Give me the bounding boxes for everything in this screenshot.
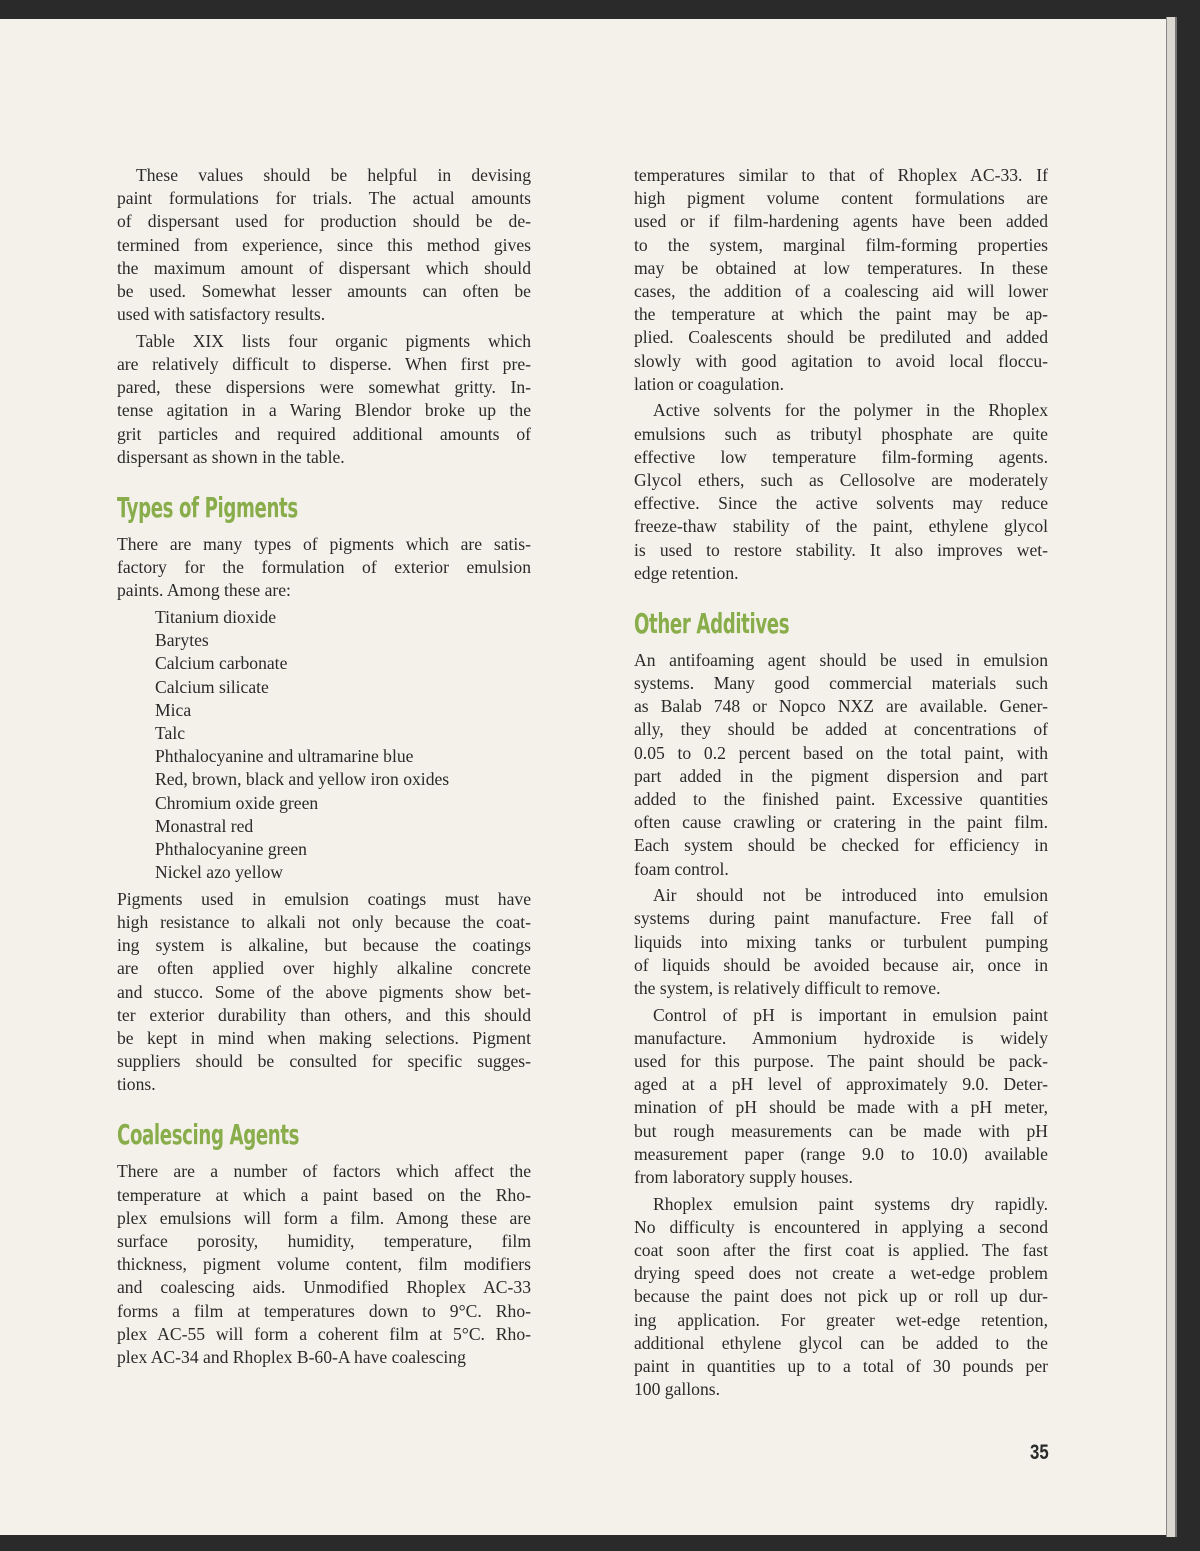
text-line: Active solvents for the polymer in the Rhoplex <box>653 400 1048 421</box>
text-line: ter exterior durability than others, and this should <box>117 1004 531 1025</box>
text-line: to the system, marginal film-forming properties <box>634 234 1048 255</box>
text-line: 0.05 to 0.2 percent based on the total paint, with <box>634 742 1048 763</box>
text-line: ing application. For greater wet-edge retention, <box>634 1309 1048 1330</box>
text-line: edge retention. <box>634 562 739 583</box>
text-line: forms a film at temperatures down to 9°C. Rho- <box>117 1300 531 1321</box>
text-line: because the paint does not pick up or roll up dur- <box>634 1286 1048 1307</box>
text-line: ally, they should be added at concentrations of <box>634 719 1048 740</box>
text-line: ing system is alkaline, but because the coatings <box>117 935 531 956</box>
list-item: Barytes <box>155 630 209 651</box>
paragraph <box>634 1193 1048 1402</box>
text-line: effective low temperature film-forming agents. <box>634 446 1048 467</box>
list-item: Titanium dioxide <box>155 607 277 627</box>
list-item: Monastral red <box>155 815 254 836</box>
text-line: as Balab 748 or Nopco NXZ are available. Gener- <box>634 696 1048 717</box>
text-line: used with satisfactory results. <box>117 304 326 325</box>
paragraph <box>634 399 1048 585</box>
paragraph <box>634 164 1048 396</box>
list-item: Chromium oxide green <box>155 792 319 813</box>
text-line: manufacture. Ammonium hydroxide is widely <box>634 1027 1048 1048</box>
text-line: freeze-thaw stability of the paint, ethylene glycol <box>634 516 1048 537</box>
text-line: be kept in mind when making selections. Pigment <box>117 1027 531 1048</box>
list-item: Phthalocyanine and ultramarine blue <box>155 746 414 767</box>
text-line: These values should be helpful in devising <box>136 165 531 185</box>
text-line: plex AC-34 and Rhoplex B-60-A have coalescing <box>117 1346 466 1367</box>
text-line: aged at a pH level of approximately 9.0. Deter- <box>634 1074 1048 1095</box>
text-line: grit particles and required additional amounts of <box>117 423 531 444</box>
text-line: high pigment volume content formulations are <box>634 188 1048 209</box>
text-line: Each system should be checked for efficiency in <box>634 835 1048 856</box>
text-line: Air should not be introduced into emulsion <box>653 885 1048 906</box>
paragraph <box>117 330 531 469</box>
text-line: paint in quantities up to a total of 30 pounds per <box>634 1356 1048 1376</box>
text-line: plied. Coalescents should be prediluted and added <box>634 327 1048 348</box>
text-line: thickness, pigment volume content, film modifiers <box>117 1254 531 1275</box>
text-line: Pigments used in emulsion coatings must have <box>117 888 531 909</box>
text-line: are often applied over highly alkaline concrete <box>117 958 531 979</box>
text-line: drying speed does not create a wet-edge problem <box>634 1263 1048 1284</box>
text-line: of liquids should be avoided because air, once in <box>634 954 1048 975</box>
text-line: 100 gallons. <box>634 1379 721 1400</box>
text-line: temperatures similar to that of Rhoplex AC-33. If <box>634 165 1048 185</box>
text-line: No difficulty is encountered in applying a second <box>634 1216 1048 1237</box>
text-line: mination of pH should be made with a pH meter, <box>634 1097 1048 1118</box>
text-line: liquids into mixing tanks or turbulent pumping <box>634 931 1048 952</box>
text-line: An antifoaming agent should be used in emulsion <box>634 649 1048 670</box>
right-column <box>634 164 1048 1405</box>
text-line: and coalescing aids. Unmodified Rhoplex AC-33 <box>117 1277 531 1298</box>
list-item: Calcium carbonate <box>155 653 288 674</box>
text-line: coat soon after the first coat is applied. The fast <box>634 1240 1048 1261</box>
page-number: 35 <box>1030 1441 1049 1464</box>
text-line: There are many types of pigments which are satis- <box>117 533 531 554</box>
text-line: foam control. <box>634 858 729 879</box>
text-line: Rhoplex emulsion paint systems dry rapidly. <box>653 1193 1048 1214</box>
list-item: Red, brown, black and yellow iron oxides <box>155 769 450 790</box>
text-line: Table XIX lists four organic pigments which <box>136 330 531 351</box>
text-line: plex AC-55 will form a coherent film at 5°C. Rho- <box>117 1323 531 1344</box>
section-heading: Types of Pigments <box>117 490 298 524</box>
text-line: high resistance to alkali not only because the coat- <box>117 911 531 932</box>
text-line: lation or coagulation. <box>634 373 784 394</box>
text-line: often cause crawling or cratering in the paint film. <box>634 812 1048 833</box>
text-line: slowly with good agitation to avoid local floccu- <box>634 350 1048 371</box>
paragraph <box>117 888 531 1097</box>
text-line: pared, these dispersions were somewhat gritty. In- <box>117 377 531 398</box>
text-line: termined from experience, since this method gives <box>117 234 531 255</box>
paragraph <box>117 164 531 326</box>
text-line: emulsions such as tributyl phosphate are quite <box>634 423 1048 444</box>
text-line: may be obtained at low temperatures. In these <box>634 257 1048 278</box>
text-line: systems. Many good commercial materials such <box>634 673 1048 694</box>
list-item: Nickel azo yellow <box>155 862 283 883</box>
page-edge <box>1166 17 1177 1537</box>
text-line: factory for the formulation of exterior emulsion <box>117 557 531 578</box>
pigment-list <box>117 606 531 884</box>
text-line: temperature at which a paint based on the Rho- <box>117 1184 531 1205</box>
text-line: the temperature at which the paint may be ap- <box>634 304 1048 325</box>
text-line: from laboratory supply houses. <box>634 1167 853 1187</box>
text-line: added to the finished paint. Excessive quantities <box>634 789 1048 809</box>
section-heading: Other Additives <box>634 606 790 640</box>
document-page <box>0 19 1166 1535</box>
text-line: tions. <box>117 1074 156 1095</box>
paragraph <box>634 1004 1048 1190</box>
text-line: paints. Among these are: <box>117 580 291 601</box>
text-line: used or if film-hardening agents have been added <box>634 211 1048 232</box>
text-line: additional ethylene glycol can be added to the <box>634 1332 1048 1353</box>
text-line: plex emulsions will form a film. Among these are <box>117 1207 531 1228</box>
text-line: paint formulations for trials. The actual amounts <box>117 188 531 209</box>
text-line: effective. Since the active solvents may reduce <box>634 493 1048 514</box>
text-line: be used. Somewhat lesser amounts can often be <box>117 280 531 301</box>
text-line: suppliers should be consulted for specific sugges- <box>117 1051 531 1072</box>
text-line: are relatively difficult to disperse. When first pre- <box>117 354 531 374</box>
paragraph <box>634 649 1048 881</box>
text-line: dispersant as shown in the table. <box>117 446 345 467</box>
text-line: Glycol ethers, such as Cellosolve are moderately <box>634 469 1048 490</box>
left-column <box>117 164 531 1373</box>
list-item: Calcium silicate <box>155 676 269 697</box>
text-line: measurement paper (range 9.0 to 10.0) available <box>634 1143 1048 1164</box>
paragraph <box>117 533 531 603</box>
text-line: systems during paint manufacture. Free fall of <box>634 908 1048 929</box>
text-line: Control of pH is important in emulsion paint <box>653 1004 1048 1025</box>
paragraph <box>634 884 1048 1000</box>
list-item: Phthalocyanine green <box>155 838 307 859</box>
text-line: of dispersant used for production should be de- <box>117 211 531 232</box>
text-line: but rough measurements can be made with pH <box>634 1120 1048 1141</box>
text-line: There are a number of factors which affect the <box>117 1161 531 1182</box>
text-line: cases, the addition of a coalescing aid will lower <box>634 280 1048 301</box>
text-line: the maximum amount of dispersant which should <box>117 257 531 278</box>
text-line: used for this purpose. The paint should be pack- <box>634 1051 1048 1072</box>
text-line: the system, is relatively difficult to remove. <box>634 978 941 998</box>
text-line: surface porosity, humidity, temperature, film <box>117 1231 531 1251</box>
text-line: part added in the pigment dispersion and part <box>634 765 1048 786</box>
text-line: is used to restore stability. It also improves wet- <box>634 539 1048 560</box>
list-item: Mica <box>155 699 192 720</box>
text-line: and stucco. Some of the above pigments show bet- <box>117 981 531 1002</box>
list-item: Talc <box>155 722 186 743</box>
paragraph <box>117 1160 531 1369</box>
text-line: tense agitation in a Waring Blendor broke up the <box>117 400 531 421</box>
section-heading: Coalescing Agents <box>117 1118 300 1152</box>
